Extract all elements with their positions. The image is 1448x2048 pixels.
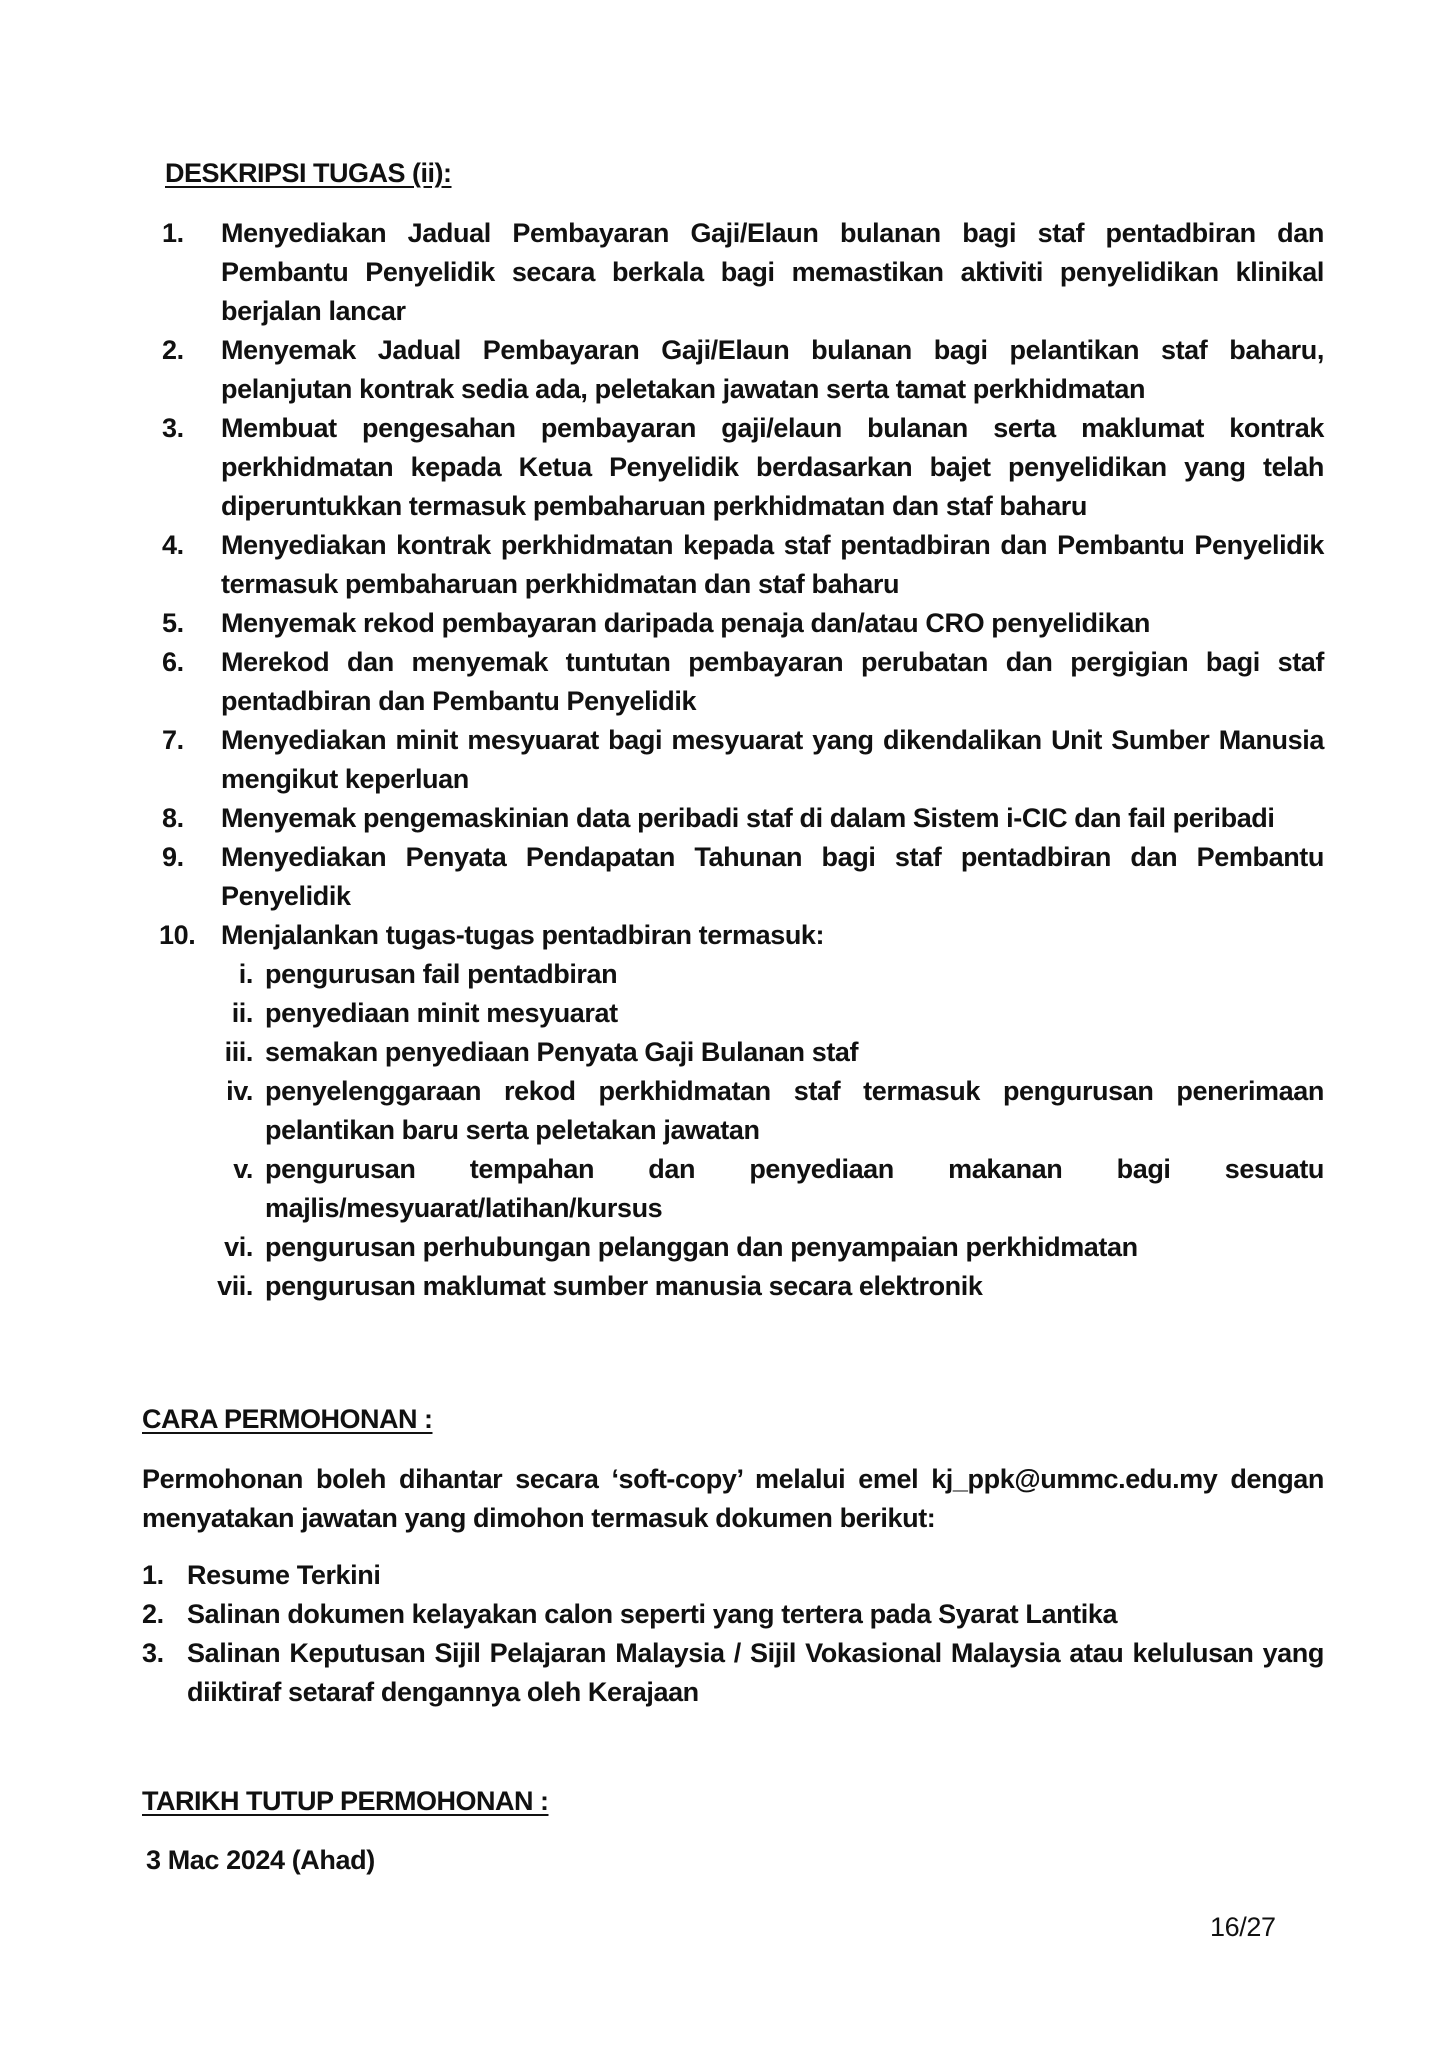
duty-number: 5. [162, 608, 184, 638]
sub-item-number: ii. [231, 998, 253, 1028]
duty-text: Menyediakan minit mesyuarat bagi mesyuarat yang dikendalikan Unit Sumber Manusia mengikut keperluan [221, 725, 1324, 794]
duty-item [162, 721, 1324, 799]
sub-item-text: pengurusan tempahan dan penyediaan makanan bagi sesuatu majlis/mesyuarat/latihan/kursus [265, 1154, 1324, 1223]
duty-number: 7. [162, 725, 184, 755]
application-email-link[interactable]: kj_ppk@ummc.edu.my [931, 1464, 1218, 1494]
document-text: Salinan Keputusan Sijil Pelajaran Malaysia / Sijil Vokasional Malaysia atau kelulusan yang diiktiraf setaraf dengannya oleh Kerajaan [187, 1638, 1324, 1707]
sub-item-text: pengurusan maklumat sumber manusia secara elektronik [265, 1271, 983, 1301]
application-instructions [142, 1460, 1324, 1538]
sub-item-number: vi. [224, 1232, 253, 1262]
instructions-text: Permohonan boleh dihantar secara ‘soft-copy’ melalui emel [142, 1464, 932, 1494]
duties-list [159, 214, 1324, 1306]
sub-item-number: v. [233, 1154, 253, 1184]
duties-heading: DESKRIPSI TUGAS (ii): [165, 158, 452, 188]
document-item [142, 1634, 1324, 1712]
sub-item [221, 1072, 1324, 1150]
sub-item-number: iv. [226, 1076, 253, 1106]
sub-item-text: penyediaan minit mesyuarat [265, 998, 618, 1028]
duty-item [159, 916, 1324, 1306]
duty-item [162, 214, 1324, 331]
application-heading: CARA PERMOHONAN : [142, 1404, 433, 1434]
sub-item-text: pengurusan perhubungan pelanggan dan penyampaian perkhidmatan [265, 1232, 1138, 1262]
duty-text: Menyemak rekod pembayaran daripada penaja dan/atau CRO penyelidikan [221, 608, 1151, 638]
sub-item-number: i. [238, 959, 253, 989]
duty-text: Menyediakan Penyata Pendapatan Tahunan bagi staf pentadbiran dan Pembantu Penyelidik [221, 842, 1324, 911]
duty-number: 6. [162, 647, 184, 677]
document-text: Salinan dokumen kelayakan calon seperti yang tertera pada Syarat Lantika [187, 1599, 1118, 1629]
document-number: 1. [142, 1560, 164, 1590]
sub-item-text: semakan penyediaan Penyata Gaji Bulanan staf [265, 1037, 859, 1067]
sub-item [217, 1267, 1324, 1306]
duty-number: 1. [162, 218, 184, 248]
duty-item [162, 643, 1324, 721]
duty-number: 9. [162, 842, 184, 872]
duty-number: 3. [162, 413, 184, 443]
duty-text: Menyediakan Jadual Pembayaran Gaji/Elaun bulanan bagi staf pentadbiran dan Pembantu Penyelidik secara berkala bagi memastikan aktiviti penyelidikan klinikal berjalan lancar [221, 218, 1324, 326]
document-text: Resume Terkini [187, 1560, 381, 1590]
admin-tasks-sublist [217, 955, 1324, 1306]
sub-item [221, 1150, 1324, 1228]
duty-text: Membuat pengesahan pembayaran gaji/elaun bulanan serta maklumat kontrak perkhidmatan kepada Ketua Penyelidik berdasarkan bajet penyelidikan yang telah diperuntukkan termasuk pembaharuan perkhidmatan dan staf baharu [221, 413, 1324, 521]
closing-date: 3 Mac 2024 (Ahad) [146, 1845, 375, 1875]
instructions-text-cont: dengan menyatakan jawatan yang dimohon termasuk dokumen berikut: [142, 1464, 1324, 1533]
sub-item [221, 955, 1324, 994]
duty-number: 10. [159, 920, 196, 950]
sub-item [221, 994, 1324, 1033]
duty-item [162, 409, 1324, 526]
duty-item [162, 526, 1324, 604]
duty-text: Merekod dan menyemak tuntutan pembayaran perubatan dan pergigian bagi staf pentadbiran dan Pembantu Penyelidik [221, 647, 1324, 716]
duty-text: Menyediakan kontrak perkhidmatan kepada staf pentadbiran dan Pembantu Penyelidik termasuk pembaharuan perkhidmatan dan staf baharu [221, 530, 1324, 599]
sub-item-number: vii. [217, 1271, 253, 1301]
document-item [142, 1595, 1324, 1634]
page-number: 16/27 [1210, 1912, 1276, 1942]
sub-item [221, 1033, 1324, 1072]
closing-date-heading: TARIKH TUTUP PERMOHONAN : [142, 1786, 549, 1816]
duty-number: 2. [162, 335, 184, 365]
duty-text: Menyemak pengemaskinian data peribadi staf di dalam Sistem i-CIC dan fail peribadi [221, 803, 1275, 833]
duty-number: 4. [162, 530, 184, 560]
sub-item-text: penyelenggaraan rekod perkhidmatan staf termasuk pengurusan penerimaan pelantikan baru serta peletakan jawatan [265, 1076, 1324, 1145]
sub-item-number: iii. [224, 1037, 253, 1067]
sub-item-text: pengurusan fail pentadbiran [265, 959, 618, 989]
duty-item [162, 838, 1324, 916]
duty-text: Menyemak Jadual Pembayaran Gaji/Elaun bulanan bagi pelantikan staf baharu, pelanjutan kontrak sedia ada, peletakan jawatan serta tamat perkhidmatan [221, 335, 1324, 404]
duty-text: Menjalankan tugas-tugas pentadbiran termasuk: [221, 920, 825, 950]
document-number: 3. [142, 1638, 164, 1668]
duty-item [162, 331, 1324, 409]
sub-item [221, 1228, 1324, 1267]
duty-item [162, 604, 1324, 643]
duty-item [162, 799, 1324, 838]
document-number: 2. [142, 1599, 164, 1629]
required-documents-list [142, 1556, 1324, 1712]
document-item [142, 1556, 1324, 1595]
duty-number: 8. [162, 803, 184, 833]
